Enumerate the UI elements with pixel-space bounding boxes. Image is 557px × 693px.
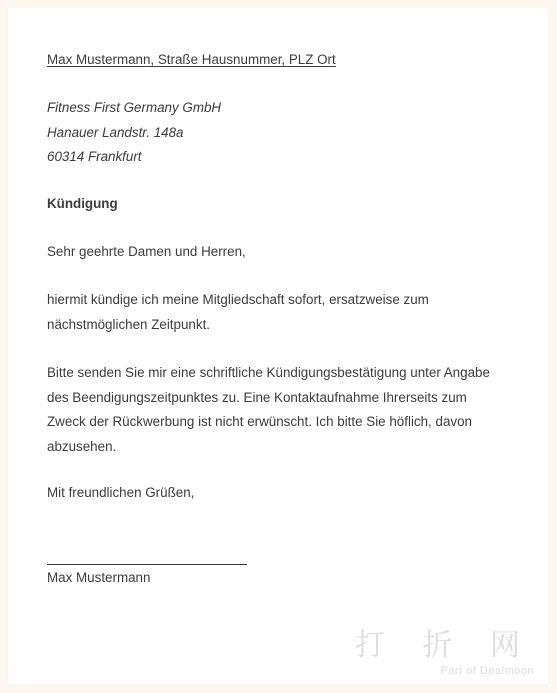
- recipient-address: [47, 96, 221, 170]
- paragraph-confirmation-request: Bitte senden Sie mir eine schriftliche Kündigungsbestätigung unter Angabe des Beendigungszeitpunktes zu. Eine Kontaktaufnahme Ihrerseits zum Zweck der Rückwerbung ist nicht erwünscht. Ich bitte Sie höflich, davon abzusehen.: [47, 365, 490, 454]
- closing-phrase: Mit freundlichen Grüßen,: [47, 485, 195, 500]
- watermark-logo: [355, 628, 534, 678]
- sender-address: Max Mustermann, Straße Hausnummer, PLZ Ort: [47, 52, 336, 67]
- letter-subject: Kündigung: [47, 196, 118, 211]
- signature-line: [47, 564, 247, 565]
- watermark-title: 打 折 网: [354, 628, 534, 663]
- paragraph-termination: hiermit kündige ich meine Mitgliedschaft sofort, ersatzweise zum nächstmöglichen Zeitpunkt.: [47, 292, 429, 332]
- watermark-subtitle: Part of Dealmoon: [440, 665, 534, 677]
- recipient-city: 60314 Frankfurt: [47, 149, 142, 164]
- signature-name: Max Mustermann: [47, 570, 151, 585]
- letter-page: [8, 8, 548, 684]
- recipient-street: Hanauer Landstr. 148a: [47, 124, 184, 140]
- salutation: Sehr geehrte Damen und Herren,: [47, 244, 246, 259]
- recipient-company: Fitness First Germany GmbH: [47, 100, 222, 115]
